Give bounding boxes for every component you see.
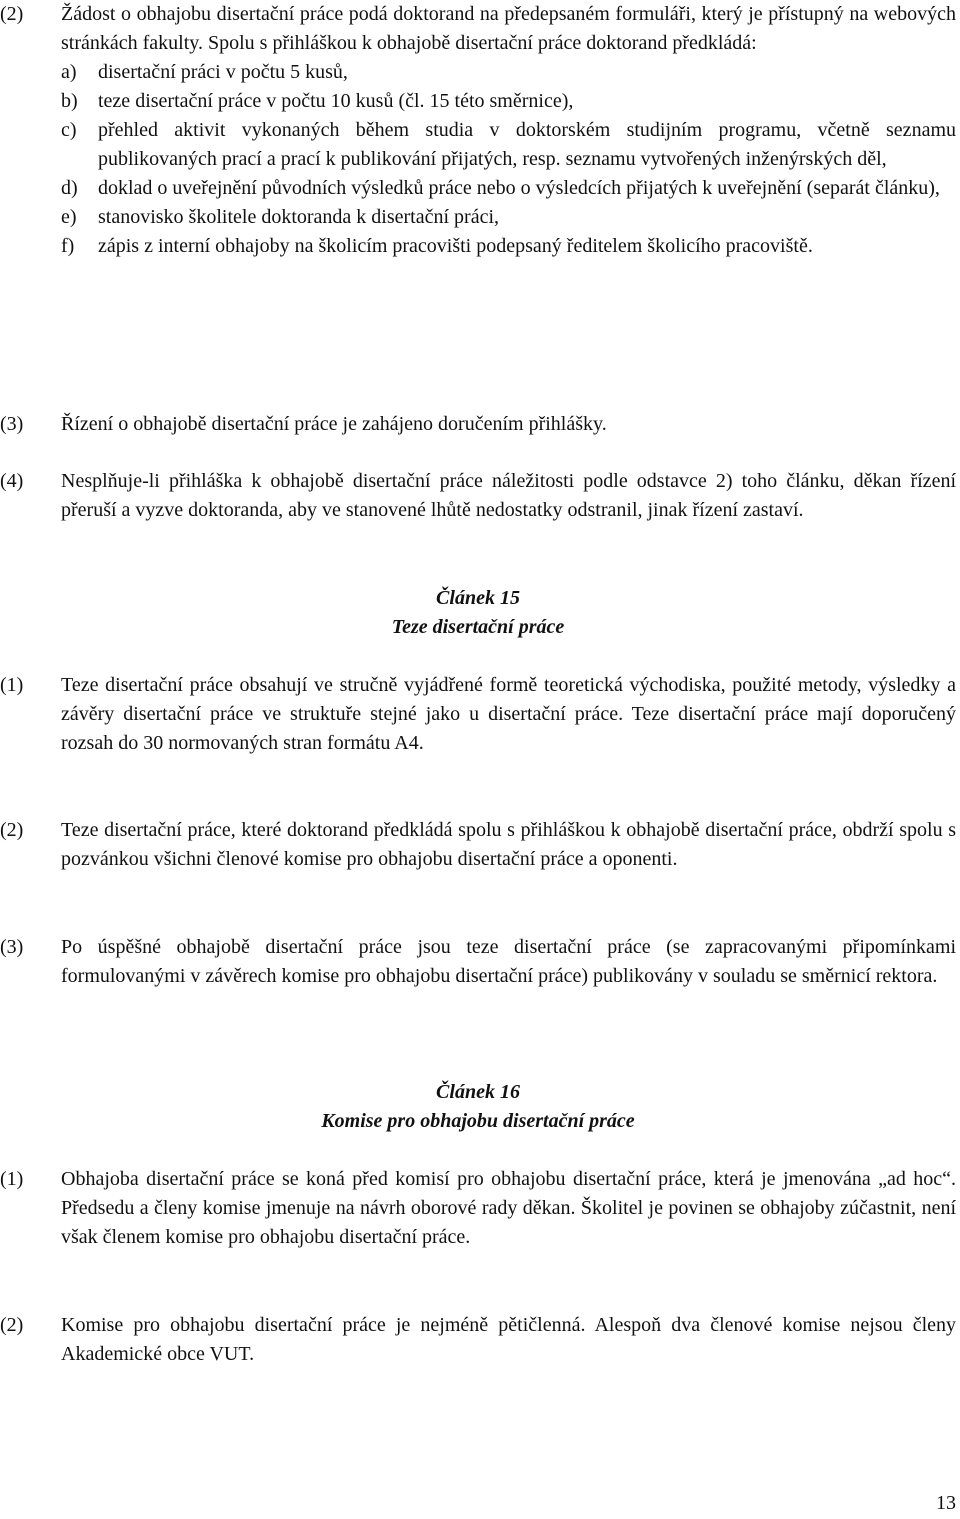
paragraph-text: Teze disertační práce, které doktorand předkládá spolu s přihláškou k obhajobě disertační práce, obdrží spolu s pozvánkou všichni členové komise pro obhajobu disertační práce a oponenti. bbox=[61, 819, 956, 870]
article-title: Komise pro obhajobu disertační práce bbox=[321, 1110, 635, 1132]
paragraph-text: Obhajoba disertační práce se koná před komisí pro obhajobu disertační práce, která je jmenována „ad hoc“. Předsedu a členy komise jmenuje na návrh oborové rady děkan. Školitel je povinen se obhajoby zúčastnit, není však členem komise pro obhajobu disertační práce. bbox=[61, 1168, 956, 1248]
list-item bbox=[61, 87, 956, 116]
paragraph-text: Teze disertační práce obsahují ve stručně vyjádřené formě teoretická východiska, použité metody, výsledky a závěry disertační práce ve struktuře stejné jako u disertační práce. Teze disertační práce mají doporučený rozsah do 30 normovaných stran formátu A4. bbox=[61, 674, 956, 754]
article-15-paragraph-3 bbox=[0, 933, 956, 991]
list-item bbox=[61, 232, 956, 261]
list-item-text: disertační práci v počtu 5 kusů, bbox=[98, 61, 348, 83]
article-15-heading bbox=[0, 584, 956, 642]
paragraph-number: (2) bbox=[0, 1314, 24, 1336]
list-letter: b) bbox=[61, 90, 78, 112]
paragraph-text: Řízení o obhajobě disertační práce je zahájeno doručením přihlášky. bbox=[61, 413, 607, 435]
list-letter: c) bbox=[61, 119, 77, 141]
list-item bbox=[61, 203, 956, 232]
paragraph-number: (1) bbox=[0, 1168, 24, 1190]
paragraph-intro: Žádost o obhajobu disertační práce podá doktorand na předepsaném formuláři, který je přístupný na webových stránkách fakulty. Spolu s přihláškou k obhajobě disertační práce doktorand předkládá: bbox=[61, 3, 956, 54]
article-16-paragraph-2 bbox=[0, 1311, 956, 1369]
list-item bbox=[61, 116, 956, 174]
article-title: Teze disertační práce bbox=[391, 616, 565, 638]
list-item-text: zápis z interní obhajoby na školicím pracovišti podepsaný ředitelem školicího pracoviště. bbox=[98, 235, 813, 257]
list-item-text: stanovisko školitele doktoranda k disertační práci, bbox=[98, 206, 500, 228]
requirements-list bbox=[61, 58, 956, 261]
paragraph-number: (2) bbox=[0, 3, 24, 25]
article-15-paragraph-1 bbox=[0, 671, 956, 758]
article-16-paragraph-1 bbox=[0, 1165, 956, 1252]
paragraph-3-initiation bbox=[0, 410, 956, 439]
article-number: Článek 15 bbox=[436, 587, 520, 609]
list-item-text: teze disertační práce v počtu 10 kusů (čl. 15 této směrnice), bbox=[98, 90, 574, 112]
list-item bbox=[61, 58, 956, 87]
list-letter: f) bbox=[61, 235, 75, 257]
paragraph-number: (1) bbox=[0, 674, 24, 696]
article-15-paragraph-2 bbox=[0, 816, 956, 874]
page-number: 13 bbox=[936, 1492, 956, 1514]
article-16-heading bbox=[0, 1078, 956, 1136]
list-letter: d) bbox=[61, 177, 78, 199]
list-item-text: doklad o uveřejnění původních výsledků práce nebo o výsledcích přijatých k uveřejnění (separát článku), bbox=[98, 177, 940, 199]
paragraph-4-deficiencies bbox=[0, 467, 956, 525]
list-item-text: přehled aktivit vykonaných během studia v doktorském studijním programu, včetně seznamu publikovaných prací a prací k publikování přijatých, resp. seznamu vytvořených inženýrských děl, bbox=[98, 119, 956, 170]
list-letter: a) bbox=[61, 61, 77, 83]
paragraph-number: (3) bbox=[0, 936, 24, 958]
paragraph-text: Komise pro obhajobu disertační práce je nejméně pětičlenná. Alespoň dva členové komise nejsou členy Akademické obce VUT. bbox=[61, 1314, 956, 1365]
paragraph-number: (4) bbox=[0, 470, 24, 492]
article-number: Článek 16 bbox=[436, 1081, 520, 1103]
paragraph-number: (2) bbox=[0, 819, 24, 841]
list-item bbox=[61, 174, 956, 203]
paragraph-text: Nesplňuje-li přihláška k obhajobě disertační práce náležitosti podle odstavce 2) toho článku, děkan řízení přeruší a vyzve doktoranda, aby ve stanovené lhůtě nedostatky odstranil, jinak řízení zastaví. bbox=[61, 470, 956, 521]
paragraph-text: Po úspěšné obhajobě disertační práce jsou teze disertační práce (se zapracovanými připomínkami formulovanými v závěrech komise pro obhajobu disertační práce) publikovány v souladu se směrnicí rektora. bbox=[61, 936, 956, 987]
paragraph-number: (3) bbox=[0, 413, 24, 435]
list-letter: e) bbox=[61, 206, 77, 228]
paragraph-2-application bbox=[0, 0, 956, 261]
